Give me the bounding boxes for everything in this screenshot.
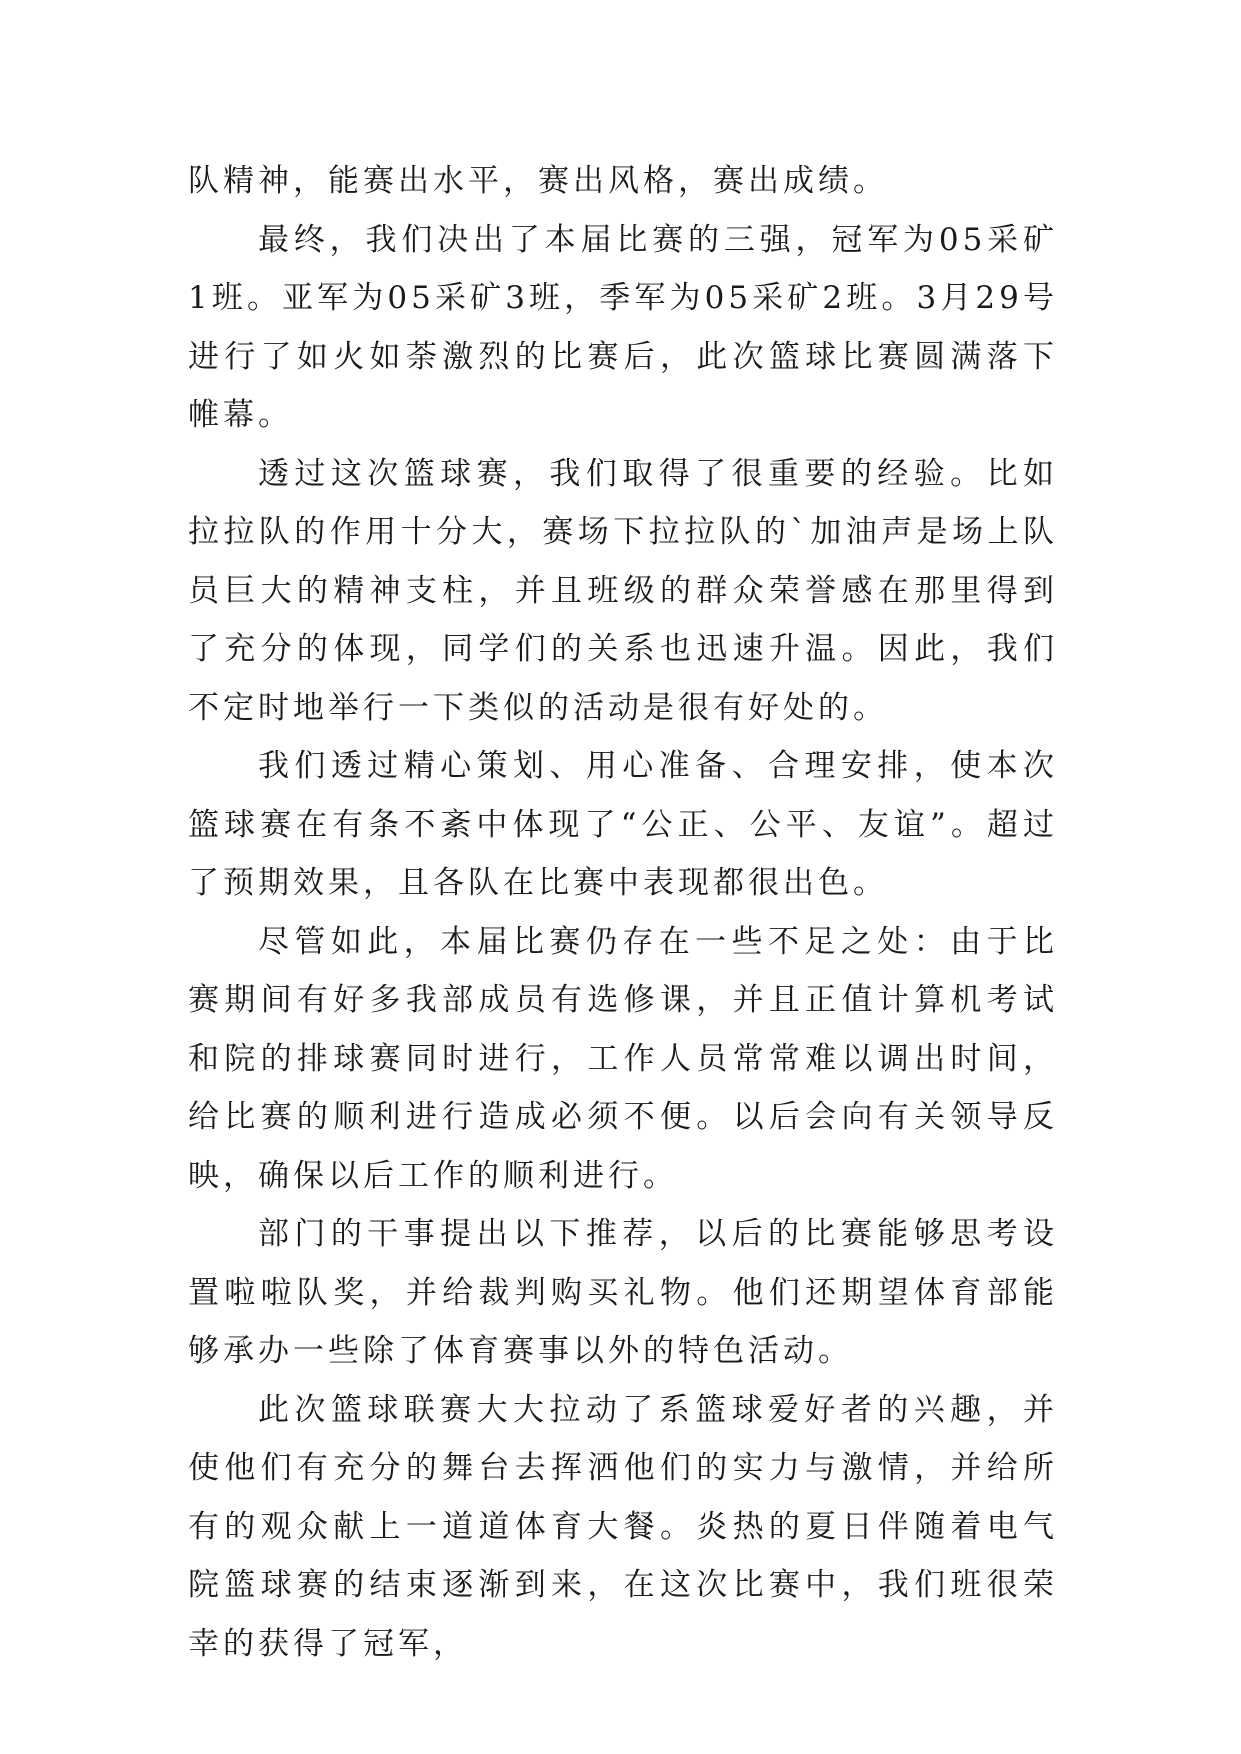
document-body: [188, 152, 1058, 1673]
paragraph-continuation: 队精神，能赛出水平，赛出风格，赛出成绩。: [188, 163, 888, 199]
paragraph-final-results: 最终，我们决出了本届比赛的三强，冠军为05采矿1班。亚军为05采矿3班，季军为05采矿2班。3月29号进行了如火如荼激烈的比赛后，此次篮球比赛圆满落下帷幕。: [188, 221, 1058, 433]
paragraph-suggestions: 部门的干事提出以下推荐，以后的比赛能够思考设置啦啦队奖，并给裁判购买礼物。他们还期望体育部能够承办一些除了体育赛事以外的特色活动。: [188, 1216, 1058, 1369]
paragraph-shortcomings: 尽管如此，本届比赛仍存在一些不足之处：由于比赛期间有好多我部成员有选修课，并且正值计算机考试和院的排球赛同时进行，工作人员常常难以调出时间，给比赛的顺利进行造成必须不便。以后会向有关领导反映，确保以后工作的顺利进行。: [188, 923, 1058, 1194]
paragraph-conclusion: 此次篮球联赛大大拉动了系篮球爱好者的兴趣，并使他们有充分的舞台去挥洒他们的实力与激情，并给所有的观众献上一道道体育大餐。炎热的夏日伴随着电气院篮球赛的结束逐渐到来，在这次比赛中，我们班很荣幸的获得了冠军，: [188, 1391, 1058, 1662]
paragraph-planning: 我们透过精心策划、用心准备、合理安排，使本次篮球赛在有条不紊中体现了“公正、公平、友谊”。超过了预期效果，且各队在比赛中表现都很出色。: [188, 748, 1058, 901]
paragraph-experience: 透过这次篮球赛，我们取得了很重要的经验。比如拉拉队的作用十分大，赛场下拉拉队的`加油声是场上队员巨大的精神支柱，并且班级的群众荣誉感在那里得到了充分的体现，同学们的关系也迅速升温。因此，我们不定时地举行一下类似的活动是很有好处的。: [188, 455, 1058, 726]
